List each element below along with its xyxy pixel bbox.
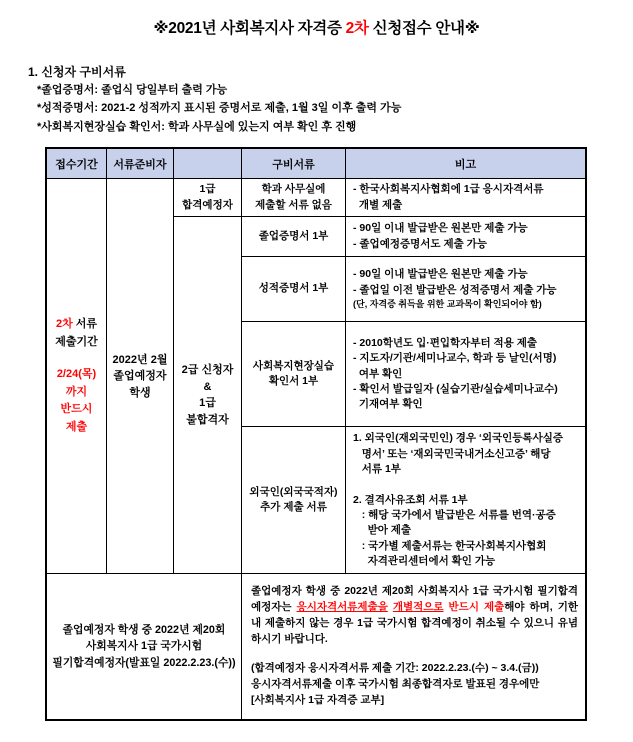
text-line: 제출할 서류 없음 — [255, 198, 332, 211]
remark-cell-transcript — [346, 257, 585, 322]
text-line: 추가 제출 서류 — [260, 501, 327, 514]
intro-notes — [37, 84, 633, 134]
period-line-1: 2차 서류 — [55, 317, 98, 330]
text-line: 필기합격예정자(발표일 2022.2.23.(수)) — [52, 657, 236, 670]
text-line: 사회복지사 1급 국가시험 — [85, 640, 203, 653]
text-line: & — [203, 380, 212, 393]
page-title — [0, 16, 633, 38]
text-line: 불합격자 — [186, 413, 229, 426]
title-highlight: 2차 — [345, 20, 369, 37]
text-line: - 졸업예정증명서도 제출 가능 — [353, 237, 487, 250]
period-line-2: 제출기간 — [55, 335, 98, 348]
header-cell-period: 접수기간 — [47, 149, 107, 179]
text-line — [353, 477, 583, 492]
text-line: - 지도자/기관/세미나교수, 학과 등 날인(서명) — [353, 352, 557, 365]
header-cell-preparer: 서류준비자 — [107, 149, 174, 179]
text-line: - 한국사회복지사협회에 1급 응시자격서류 — [353, 183, 544, 196]
document-page — [0, 16, 633, 721]
text-line: (합격예정자 응시자격서류 제출 기간: 2022.2.23.(수) ~ 3.4.(금)) — [251, 662, 539, 675]
text-line: 2. 결격사유조회 서류 1부 — [353, 493, 468, 506]
header-cell-blank — [174, 149, 242, 179]
title-text-tail: 신청접수 안내※ — [368, 20, 480, 37]
deadline-line: 제출 — [65, 420, 88, 433]
notice-emphasis-1: 응시자격서류제출을 — [296, 601, 388, 613]
preparer-cell — [107, 179, 174, 574]
remark-cell-none — [346, 179, 585, 217]
text-line: 받아 제출 — [353, 524, 412, 537]
text-line: 여부 확인 — [353, 367, 403, 380]
notice-period-lines — [251, 661, 578, 708]
text-line: 서류 1부 — [353, 462, 401, 475]
notice-paragraph: 졸업예정자 학생 중 2022년 제20회 사회복지사 1급 국가시험 필기합격예정자는 응시자격서류제출을 개별적으로 반드시 제출해야 하며, 기한 내 제출하지 않는 경우 1급 국가시험 합격예정이 취소될 수 있으니 유념하시기 바랍니다. — [251, 585, 581, 645]
text-line: 2급 신청자 — [181, 364, 234, 377]
text-line: 졸업예정자 — [113, 370, 167, 382]
text-line: *사회복지현장실습 확인서: 학과 사무실에 있는지 여부 확인 후 진행 — [37, 120, 357, 133]
text-line: 명서’ 또는 ‘재외국민국내거소신고증’ 해당 — [353, 447, 551, 460]
requirements-table — [45, 147, 587, 721]
deadline-line: 까지 — [65, 385, 88, 398]
applicant-group-1-cell — [174, 179, 242, 217]
text-line: 1급 — [199, 183, 216, 195]
applicant-group-2-cell — [174, 217, 242, 574]
text-line: 기재여부 확인 — [353, 398, 423, 411]
text-line: [사회복지사 1급 자격증 교부] — [251, 693, 385, 706]
text-line: - 90일 이내 발급받은 원본만 제출 가능 — [353, 268, 528, 281]
text-line: 졸업예정자 학생 중 2022년 제20회 — [62, 623, 226, 636]
doc-cell-transcript — [242, 257, 346, 322]
doc-cell-graduation-cert — [242, 217, 346, 257]
title-text: ※2021년 사회복지사 자격증 — [153, 20, 346, 37]
bottom-summary-cell — [47, 574, 242, 719]
deadline-line: 2/24(목) — [56, 368, 97, 381]
text-line: 응시자격서류제출 이후 국가시험 최종합격자로 발표된 경우에만 — [251, 678, 540, 690]
deadline-line: 반드시 — [60, 403, 93, 416]
text-line: 사회복지현장실습 — [252, 359, 335, 372]
text-line: *졸업증명서: 졸업식 당일부터 출력 가능 — [37, 84, 228, 96]
text-line: 1급 — [199, 397, 216, 410]
text-line: 학생 — [129, 386, 151, 399]
text-line: : 국가별 제출서류는 한국사회복지사협회 — [353, 539, 547, 552]
text-line: 확인서 1부 — [268, 375, 319, 388]
text-line: - 졸업일 이전 발급받은 성적증명서 제출 가능 — [353, 283, 557, 296]
text-line: 개별 제출 — [353, 198, 403, 211]
text-line: 성적증명서 1부 — [258, 282, 329, 295]
remark-cell-field-practice — [346, 322, 585, 427]
text-line: *성적증명서: 2021-2 성적까지 표시된 증명서로 제출, 1월 3일 이후 출력 가능 — [37, 102, 402, 115]
submission-period-cell — [47, 179, 107, 574]
header-cell-documents: 구비서류 — [242, 149, 346, 179]
remark-cell-graduation-cert — [346, 217, 585, 257]
doc-cell-none — [242, 179, 346, 217]
text-line: : 해당 국가에서 발급받은 서류를 번역·공증 — [353, 508, 556, 521]
notice-emphasis-3: 반드시 제출 — [443, 601, 505, 613]
doc-cell-foreigner — [242, 427, 346, 574]
spacer — [251, 647, 578, 661]
remark-small-note: (단, 자격증 취득을 위한 교과목이 확인되어야 함) — [353, 299, 542, 310]
text-line: - 확인서 발급일자 (실습기관/실습세미나교수) — [353, 382, 558, 395]
notice-emphasis-2: 개별적으로 — [392, 601, 444, 613]
section-heading: 1. 신청자 구비서류 — [28, 65, 126, 79]
doc-cell-field-practice — [242, 322, 346, 427]
text-line: 외국인(외국국적자) — [249, 485, 338, 498]
remark-cell-foreigner — [346, 427, 585, 574]
text-line: 자격관리센터에서 확인 가능 — [353, 554, 496, 567]
header-cell-remarks: 비고 — [346, 149, 585, 179]
text-line: 학과 사무실에 — [261, 183, 326, 195]
bottom-notice-cell — [242, 574, 585, 719]
text-line: 졸업증명서 1부 — [258, 229, 329, 242]
text-line: - 90일 이내 발급받은 원본만 제출 가능 — [353, 222, 528, 235]
text-line: 1. 외국인(재외국민인) 경우 ‘외국인등록사실증 — [353, 432, 563, 445]
text-line: - 2010학년도 입·편입학자부터 적용 제출 — [353, 336, 538, 349]
text-line: 합격예정자 — [182, 198, 233, 211]
text-line: 2022년 2월 — [112, 353, 168, 366]
intro-section — [28, 66, 633, 134]
